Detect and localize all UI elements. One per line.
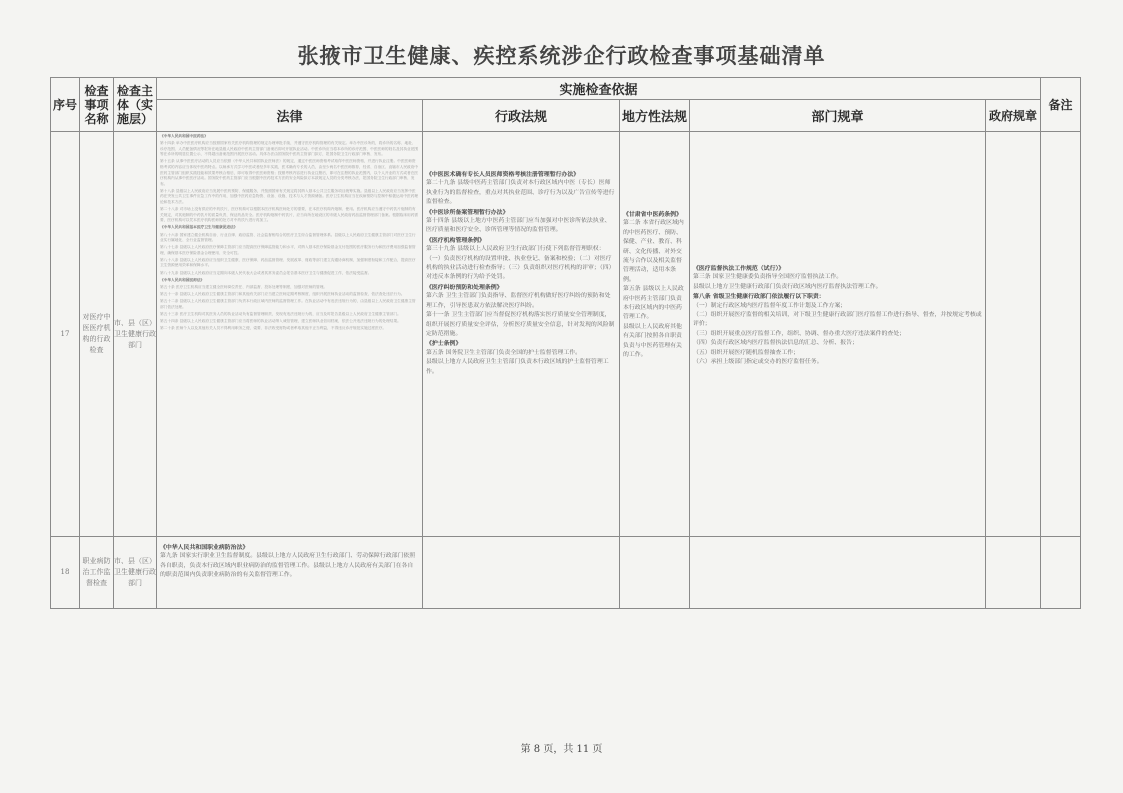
clause-heading: 《护士条例》 xyxy=(426,340,462,348)
row-subject: 市、县（区）卫生健康行政部门 xyxy=(114,537,157,609)
row-dept-rule-cell xyxy=(690,537,986,609)
clause-heading: 《中华人民共和国基本医疗卫生与健康促进法》 xyxy=(160,225,238,230)
row-admin-reg-cell xyxy=(423,537,620,609)
law-text xyxy=(157,537,422,583)
inspection-table xyxy=(50,77,1081,609)
clause-text: （一）制定行政区域内医疗监督年度工作计划及工作方案； xyxy=(693,302,847,309)
row-admin-reg-cell xyxy=(423,132,620,537)
dept-rule-text xyxy=(690,132,985,369)
clause-text: 第三十九条 县级以上人民政府卫生行政部门行使下列监督管理职权：（一）负责医疗机构的设置审批、执业登记、备案和校验；（二）对医疗机构的执业活动进行检查指导；（三）负责组织对医疗机构的评审；（四）对违反本条例的行为给予处罚。 xyxy=(426,246,615,281)
clause-text: 第五十条 医疗卫生机构应当建立健全医师岗位责任、内部监督、投诉处理等制度，加强对医师的管理。 xyxy=(160,284,328,289)
clause-text: 第六条 卫生主管部门负责指导、监督医疗机构做好医疗纠纷的预防和处理工作，引导医患双方依法解决医疗纠纷。 xyxy=(426,293,611,309)
clause-text: 第十五条 从事中医医疗活动的人员应当依照《中华人民共和国执业医师法》的规定，通过中医医师资格考试取得中医医师资格，并进行执业注册。中医医师资格考试的内容应当体现中医药特点。以师承方式学习中医或者经多年实践，医术确有专长的人员，由至少两名中医医师推荐，经省、自治区、直辖市人民政府中医药主管部门组织实践技能和效果考核合格后，即可取得中医医师资格；按照考核内容进行执业注册后，即可在注册的执业范围内，以个人开业的方式或者在医疗机构内从事中医医疗活动。国务院中医药主管部门应当根据中医药技术方法的安全风险拟订本款规定人员的分类考核办法，报国务院卫生行政部门审核、发布。 xyxy=(160,159,419,186)
admin-reg-text xyxy=(423,132,619,379)
clause-heading: 《医疗监督执法工作规范（试行）》 xyxy=(693,265,785,272)
clause-heading: 《医疗机构管理条例》 xyxy=(426,236,485,244)
page-title: 张掖市卫生健康、疾控系统涉企行政检查事项基础清单 xyxy=(297,43,826,68)
clause-heading: 《中华人民共和国中医药法》 xyxy=(160,134,208,138)
clause-text: 第二十八条 对市场上没有供应的中药饮片，医疗机构可以根据本医疗机构医师处方的需要，在本医疗机构内炮制、使用。医疗机构应当遵守中药饮片炮制的有关规定，对其炮制的中药饮片的质量负责，保证药品安全。医疗机构炮制中药饮片，应当向所在地设区的市级人民政府药品监督管理部门备案。根据临床用药需要，医疗机构可以凭本医疗机构医师的处方对中药饮片进行再加工。 xyxy=(160,207,419,223)
header-law: 法律 xyxy=(157,100,423,132)
clause-heading: 《甘肃省中医药条例》 xyxy=(623,211,682,218)
clause-text: （五）组织开展医疗随机监督抽查工作； xyxy=(693,349,800,356)
clause-text: 第八十六条 国家建立健全机构自治、行业自律、政府监管、社会监督相结合的医疗卫生综合监督管理体系。县级以上人民政府卫生健康主管部门对医疗卫生行业实行属地化、全行业监督管理。 xyxy=(160,232,416,243)
row-local-reg-cell xyxy=(620,132,690,537)
row-item-name: 对医疗中医医疗机构的行政检查 xyxy=(80,132,114,537)
clause-heading: 《中华人民共和国医师法》 xyxy=(160,277,205,282)
header-basis: 实施检查依据 xyxy=(157,78,1041,100)
row-remark-cell xyxy=(1041,537,1081,609)
local-reg-text xyxy=(620,132,689,363)
clause-text: 第十八条 县级以上人民政府应当发展中医药预防、保健服务，并按照国家有关规定将其纳入基本公共卫生服务项目统筹实施。县级以上人民政府应当发挥中医药在突发公共卫生事件应急工作中的作用，加强中医药应急物资、设备、设施、技术与人才资源储备。医疗卫生机构应当在疾病预防与控制中积极运用中医药理论和技术方法。 xyxy=(160,188,419,205)
table-row xyxy=(51,132,1081,537)
row-local-reg-cell xyxy=(620,537,690,609)
page-footer: 第 8 页，共 11 页 xyxy=(520,744,603,755)
header-seq: 序号 xyxy=(51,78,80,132)
clause-text: 第五条 县级以上人民政府中医药主管部门负责本行政区域内的中医药管理工作。 xyxy=(623,286,684,321)
clause-text: 第八十八条 县级以上人民政府应当组织卫生健康、医疗保障、药品监督管理、发展改革、财政等部门建立沟通协商机制，加强制度衔接和工作配合，提高医疗卫生资源使用效率和保障水平。 xyxy=(160,257,416,268)
header-item-name: 检查事项名称 xyxy=(80,78,114,132)
clause-text: （二）组织开展医疗监督的相关培训，对下级卫生健康行政部门医疗监督工作进行指导、督查，并按规定考核或评价； xyxy=(693,312,982,328)
clause-text: 第二条 本省行政区域内的中医药医疗、预防、保健、产业、教育、科研、文化传播、对外交流与合作以及相关监督管理活动，适用本条例。 xyxy=(623,220,684,283)
clause-heading: 第八条 省级卫生健康行政部门依法履行以下职责： xyxy=(693,293,825,301)
clause-text: 第九条 国家实行职业卫生监督制度。县级以上地方人民政府卫生行政部门、劳动保障行政部门依照各自职责，负责本行政区域内职业病防治的监督管理工作。县级以上地方人民政府有关部门在各自的职责范围内负责职业病防治的有关监督管理工作。 xyxy=(160,553,416,579)
clause-text: 第十四条 县级以上地方中医药主管部门应当加强对中医诊所依法执业、医疗质量和医疗安全、诊所管理等情况的监督管理。 xyxy=(426,218,611,234)
header-remark: 备注 xyxy=(1041,78,1081,132)
row-seq: 18 xyxy=(51,537,80,609)
row-seq: 17 xyxy=(51,132,80,537)
row-law-cell xyxy=(157,537,423,609)
row-dept-rule-cell xyxy=(690,132,986,537)
clause-text: 第五条 国务院卫生主管部门负责全国的护士监督管理工作。 xyxy=(426,349,582,356)
clause-text: 第二十条 医师个人以及其他有关人员不得利用职务之便，索要、非法收受财物或者牟取其他不正当利益，不得违反诊疗规范实施过度医疗。 xyxy=(160,325,387,330)
clause-text: 第十四条 举办中医医疗机构应当按照国家有关医疗机构管理的规定办理审批手续，并遵守医疗机构管理的有关规定。举办中医诊所的，将诊所的名称、地址、诊疗范围、人员配备情况等报所在地县级人民政府中医药主管部门备案后即可开展执业活动。中医诊所应当将本诊所的诊疗范围、中医医师的姓名及其执业范围等在诊所的明显位置公示，不得超出备案范围开展医疗活动。具体办法由国务院中医药主管部门拟订，报国务院卫生行政部门审核、发布。 xyxy=(160,141,419,157)
clause-text: 县级以上地方卫生健康行政部门负责行政区域内医疗监督执法管理工作。 xyxy=(693,283,882,290)
clause-text: 第八十九条 县级以上人民政府应当定期向本级人民代表大会或者其常务委员会报告基本医疗卫生与健康促进工作，依法接受监督。 xyxy=(160,270,372,275)
clause-text: 第二十九条 县级中医药主管部门负责对本行政区域内中医（专长）医师执业行为的监督检查，重点对其执业范围、诊疗行为以及广告宣传等进行监督检查。 xyxy=(426,180,615,206)
clause-text: 第五十一条 县级以上人民政府卫生健康主管部门和其他有关部门应当建立医师定期考核制度，组织开展医师执业活动的监督检查，依法查处违法行为。 xyxy=(160,291,405,296)
clause-text: 第五十四条 县级以上人民政府卫生健康主管部门应当将医师的执业活动纳入诚信管理，建立医师执业信用档案，依法公开违法违规行为的处理结果。 xyxy=(160,318,401,323)
row-subject: 市、县（区）卫生健康行政部门 xyxy=(114,132,157,537)
header-subject: 检查主体（实施层） xyxy=(114,78,157,132)
clause-heading: 《中华人民共和国职业病防治法》 xyxy=(160,544,249,551)
row-remark-cell xyxy=(1041,132,1081,537)
header-admin-reg: 行政法规 xyxy=(423,100,620,132)
clause-text: 第十一条 卫生主管部门应当督促医疗机构落实医疗质量安全管理制度，组织开展医疗质量安全评估，分析医疗质量安全信息，针对发现的风险制定防范措施。 xyxy=(426,312,615,337)
row-law-cell xyxy=(157,132,423,537)
header-gov-rule: 政府规章 xyxy=(986,100,1041,132)
row-item-name: 职业病防治工作监督检查 xyxy=(80,537,114,609)
clause-text: 第三条 国家卫生健康委负责指导全国医疗监督执法工作。 xyxy=(693,274,843,281)
clause-text: 县级以上地方人民政府卫生主管部门负责本行政区域的护士监督管理工作。 xyxy=(426,359,609,375)
clause-text: 县级以上人民政府其他有关部门按照各自职责负责与中医药管理有关的工作。 xyxy=(623,323,682,359)
clause-heading: 《中医医术确有专长人员医师资格考核注册管理暂行办法》 xyxy=(426,171,580,178)
clause-text: 第八十七条 县级以上人民政府医疗保障主管部门应当提高医疗保障监管能力和水平，对纳入基本医疗保险基金支付范围的医疗服务行为和医疗费用加强监督管理，确保基本医疗保险基金合理使用、安全可控。 xyxy=(160,245,416,255)
clause-text: 第五十三条 医疗卫生机构对其医务人员的执业活动负有监督管理职责，发现有违法违规行为的，应当及时报告县级以上人民政府卫生健康主管部门。 xyxy=(160,311,401,316)
table-row xyxy=(51,537,1081,609)
clause-text: （四）负责行政区域内医疗监督执法信息的汇总、分析、报告； xyxy=(693,340,858,347)
clause-heading: 《医疗纠纷预防和处理条例》 xyxy=(426,283,503,291)
row-gov-rule-cell xyxy=(986,537,1041,609)
clause-heading: 《中医诊所备案管理暂行办法》 xyxy=(426,208,509,216)
law-text xyxy=(157,132,422,335)
clause-text: （六）承担上级部门指定或交办的医疗监督任务。 xyxy=(693,359,823,366)
clause-text: （三）组织开展重点医疗监督工作，组织、协调、督办重大医疗违法案件的查处； xyxy=(693,330,906,337)
header-dept-rule: 部门规章 xyxy=(690,100,986,132)
clause-text: 第五十二条 县级以上人民政府卫生健康主管部门负责本行政区域内医师的监督管理工作。在执业活动中有违法违规行为的，由县级以上人民政府卫生健康主管部门依法处理。 xyxy=(160,298,416,309)
row-gov-rule-cell xyxy=(986,132,1041,537)
header-local-reg: 地方性法规 xyxy=(620,100,690,132)
